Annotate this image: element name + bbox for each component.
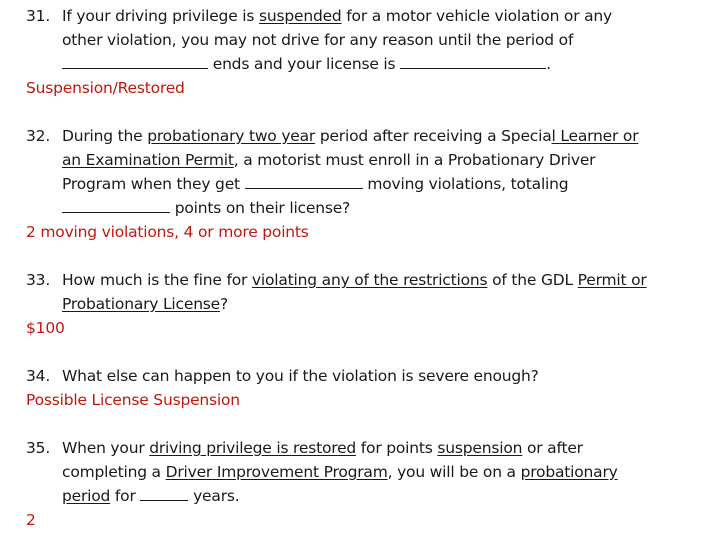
question-text: moving violations, totaling — [362, 175, 569, 193]
fill-in-blank — [62, 196, 170, 213]
answer-33: $100 — [26, 319, 65, 337]
fill-in-blank — [400, 52, 546, 69]
question-33 — [26, 268, 706, 316]
question-35-line-2 — [26, 460, 706, 484]
underlined-term: driving privilege is restored — [149, 439, 357, 457]
question-text: or after — [522, 439, 583, 457]
question-33-line-2 — [26, 292, 706, 316]
question-32-line-2 — [26, 148, 706, 172]
underlined-term: suspension — [437, 439, 523, 457]
underlined-term: l Learner or — [551, 127, 639, 145]
question-number: 35. — [26, 439, 51, 457]
underlined-term: Permit or — [577, 271, 647, 289]
question-text: for — [110, 487, 141, 505]
question-text: other violation, you may not drive for any reason until the period of — [62, 31, 574, 49]
question-text: points on their license? — [170, 199, 351, 217]
answer-32: 2 moving violations, 4 or more points — [26, 223, 309, 241]
question-text: During the — [62, 127, 148, 145]
question-31-line-3 — [26, 52, 706, 76]
question-34-line-1 — [26, 364, 706, 388]
question-32-line-3 — [26, 172, 706, 196]
underlined-term: probationary two year — [147, 127, 316, 145]
answer-34: Possible License Suspension — [26, 391, 240, 409]
question-number: 31. — [26, 7, 51, 25]
question-text: ? — [220, 295, 229, 313]
question-text: period after receiving a Specia — [315, 127, 552, 145]
question-number: 33. — [26, 271, 51, 289]
underlined-term: violating any of the restrictions — [251, 271, 488, 289]
question-35 — [26, 436, 706, 508]
question-35-line-1 — [26, 436, 706, 460]
question-35-line-3 — [26, 484, 706, 508]
question-number: 32. — [26, 127, 51, 145]
question-text: What else can happen to you if the violation is severe enough? — [62, 367, 539, 385]
question-32-line-1 — [26, 124, 706, 148]
question-text: completing a — [62, 463, 166, 481]
question-text: ends and your license is — [208, 55, 401, 73]
question-text: years. — [188, 487, 240, 505]
answer-35: 2 — [26, 511, 36, 529]
underlined-term: suspended — [258, 7, 342, 25]
question-text: for a motor vehicle violation or any — [341, 7, 613, 25]
answer-31: Suspension/Restored — [26, 79, 185, 97]
underlined-term: probationary — [520, 463, 618, 481]
underlined-term: period — [62, 487, 111, 505]
fill-in-blank — [140, 484, 188, 501]
question-text: If your driving privilege is — [62, 7, 259, 25]
question-text: . — [546, 55, 551, 73]
question-text: for points — [356, 439, 438, 457]
fill-in-blank — [62, 52, 208, 69]
question-33-line-1 — [26, 268, 706, 292]
question-text: Program when they get — [62, 175, 245, 193]
question-31-line-1 — [26, 4, 706, 28]
underlined-term: Probationary License — [62, 295, 221, 313]
question-text: of the GDL — [487, 271, 578, 289]
question-34 — [26, 364, 706, 388]
question-text: , you will be on a — [387, 463, 521, 481]
question-number: 34. — [26, 367, 51, 385]
fill-in-blank — [245, 172, 363, 189]
question-32 — [26, 124, 706, 220]
question-text: , a motorist must enroll in a Probationary Driver — [233, 151, 596, 169]
underlined-term: Driver Improvement Program — [165, 463, 388, 481]
question-text: How much is the fine for — [62, 271, 252, 289]
underlined-term: an Examination Permit — [62, 151, 234, 169]
question-text: When your — [62, 439, 150, 457]
question-32-line-4 — [26, 196, 706, 220]
question-31 — [26, 4, 706, 76]
question-31-line-2 — [26, 28, 706, 52]
